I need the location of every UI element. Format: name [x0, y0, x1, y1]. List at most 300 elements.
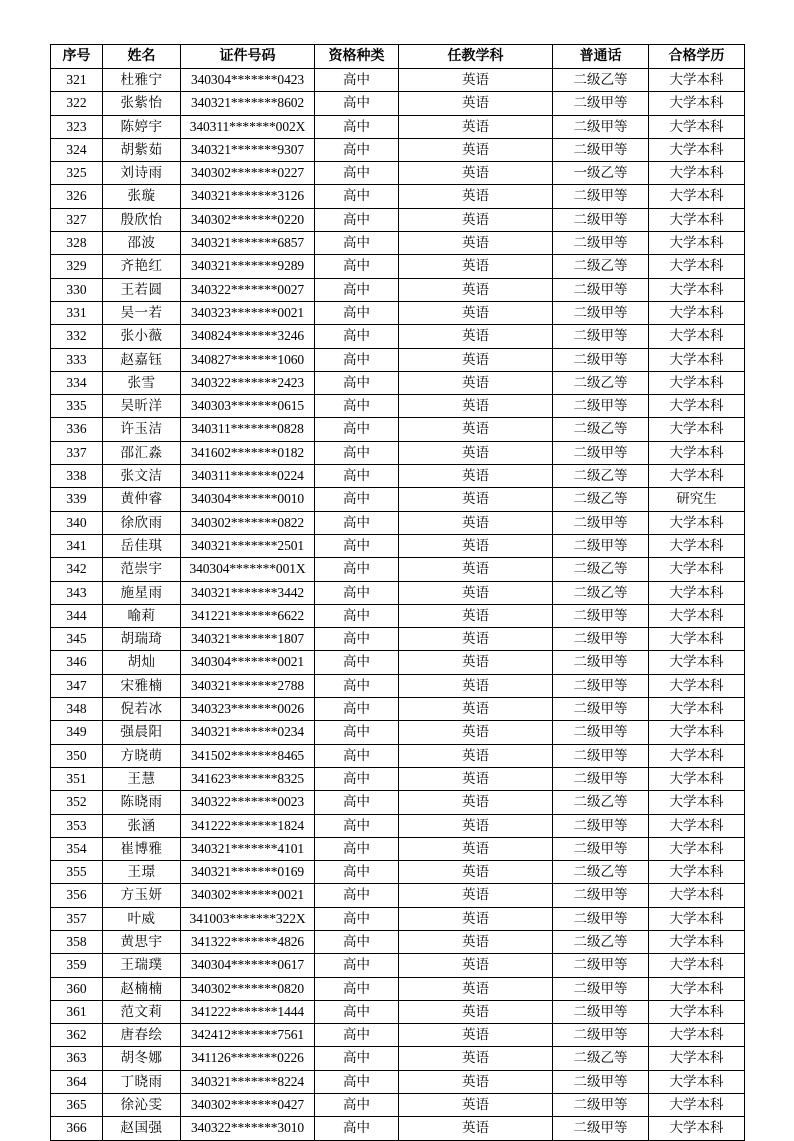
- cell-sequence: 333: [51, 348, 103, 371]
- cell-qualification-type: 高中: [315, 325, 399, 348]
- cell-education: 大学本科: [649, 674, 745, 697]
- cell-name: 赵国强: [103, 1117, 181, 1140]
- cell-id-number: 340311*******0224: [181, 465, 315, 488]
- cell-qualification-type: 高中: [315, 558, 399, 581]
- cell-qualification-type: 高中: [315, 441, 399, 464]
- cell-mandarin-level: 二级甲等: [553, 767, 649, 790]
- cell-education: 大学本科: [649, 278, 745, 301]
- cell-qualification-type: 高中: [315, 418, 399, 441]
- cell-name: 胡冬娜: [103, 1047, 181, 1070]
- cell-mandarin-level: 二级乙等: [553, 558, 649, 581]
- cell-name: 张璇: [103, 185, 181, 208]
- cell-mandarin-level: 二级甲等: [553, 534, 649, 557]
- cell-sequence: 323: [51, 115, 103, 138]
- cell-name: 陈晓雨: [103, 791, 181, 814]
- cell-mandarin-level: 二级乙等: [553, 488, 649, 511]
- cell-teaching-subject: 英语: [399, 884, 553, 907]
- cell-education: 大学本科: [649, 162, 745, 185]
- cell-teaching-subject: 英语: [399, 534, 553, 557]
- cell-education: 大学本科: [649, 581, 745, 604]
- cell-education: 大学本科: [649, 767, 745, 790]
- cell-name: 陈婷宇: [103, 115, 181, 138]
- cell-teaching-subject: 英语: [399, 1094, 553, 1117]
- cell-sequence: 340: [51, 511, 103, 534]
- cell-id-number: 340302*******0427: [181, 1094, 315, 1117]
- cell-sequence: 358: [51, 930, 103, 953]
- cell-sequence: 359: [51, 954, 103, 977]
- table-row: [51, 208, 745, 231]
- cell-sequence: 353: [51, 814, 103, 837]
- cell-education: 大学本科: [649, 651, 745, 674]
- cell-qualification-type: 高中: [315, 628, 399, 651]
- cell-sequence: 321: [51, 69, 103, 92]
- cell-name: 齐艳红: [103, 255, 181, 278]
- cell-name: 王瑞璞: [103, 954, 181, 977]
- cell-id-number: 340321*******0234: [181, 721, 315, 744]
- cell-sequence: 329: [51, 255, 103, 278]
- cell-education: 大学本科: [649, 1000, 745, 1023]
- cell-sequence: 339: [51, 488, 103, 511]
- cell-teaching-subject: 英语: [399, 558, 553, 581]
- cell-education: 大学本科: [649, 418, 745, 441]
- cell-education: 大学本科: [649, 1047, 745, 1070]
- cell-education: 大学本科: [649, 744, 745, 767]
- cell-mandarin-level: 二级乙等: [553, 930, 649, 953]
- cell-name: 丁晓雨: [103, 1070, 181, 1093]
- cell-education: 大学本科: [649, 977, 745, 1000]
- cell-education: 大学本科: [649, 791, 745, 814]
- cell-teaching-subject: 英语: [399, 837, 553, 860]
- table-row: [51, 162, 745, 185]
- cell-id-number: 340321*******9307: [181, 138, 315, 161]
- cell-id-number: 340323*******0026: [181, 698, 315, 721]
- cell-teaching-subject: 英语: [399, 628, 553, 651]
- table-body: [51, 69, 745, 1141]
- cell-education: 大学本科: [649, 441, 745, 464]
- cell-education: 大学本科: [649, 232, 745, 255]
- cell-education: 研究生: [649, 488, 745, 511]
- cell-qualification-type: 高中: [315, 861, 399, 884]
- table-row: [51, 604, 745, 627]
- cell-name: 黄仲睿: [103, 488, 181, 511]
- cell-teaching-subject: 英语: [399, 162, 553, 185]
- cell-qualification-type: 高中: [315, 744, 399, 767]
- cell-name: 方晓萌: [103, 744, 181, 767]
- cell-qualification-type: 高中: [315, 721, 399, 744]
- cell-qualification-type: 高中: [315, 255, 399, 278]
- cell-qualification-type: 高中: [315, 395, 399, 418]
- cell-id-number: 340302*******0820: [181, 977, 315, 1000]
- cell-name: 范崇宇: [103, 558, 181, 581]
- cell-sequence: 360: [51, 977, 103, 1000]
- cell-education: 大学本科: [649, 371, 745, 394]
- column-header-mandarin-level: 普通话: [553, 45, 649, 69]
- cell-name: 徐欣雨: [103, 511, 181, 534]
- cell-mandarin-level: 一级乙等: [553, 162, 649, 185]
- cell-education: 大学本科: [649, 115, 745, 138]
- cell-teaching-subject: 英语: [399, 977, 553, 1000]
- cell-teaching-subject: 英语: [399, 791, 553, 814]
- cell-teaching-subject: 英语: [399, 651, 553, 674]
- cell-name: 崔博雅: [103, 837, 181, 860]
- cell-name: 施星雨: [103, 581, 181, 604]
- cell-sequence: 357: [51, 907, 103, 930]
- table-row: [51, 534, 745, 557]
- cell-education: 大学本科: [649, 69, 745, 92]
- cell-qualification-type: 高中: [315, 907, 399, 930]
- column-header-sequence: 序号: [51, 45, 103, 69]
- cell-mandarin-level: 二级甲等: [553, 604, 649, 627]
- cell-name: 倪若冰: [103, 698, 181, 721]
- cell-mandarin-level: 二级甲等: [553, 628, 649, 651]
- cell-mandarin-level: 二级甲等: [553, 814, 649, 837]
- column-header-education: 合格学历: [649, 45, 745, 69]
- cell-teaching-subject: 英语: [399, 511, 553, 534]
- cell-id-number: 340304*******0423: [181, 69, 315, 92]
- cell-name: 王璟: [103, 861, 181, 884]
- cell-teaching-subject: 英语: [399, 138, 553, 161]
- cell-id-number: 340321*******1807: [181, 628, 315, 651]
- cell-qualification-type: 高中: [315, 581, 399, 604]
- cell-mandarin-level: 二级甲等: [553, 721, 649, 744]
- cell-id-number: 340321*******2788: [181, 674, 315, 697]
- cell-qualification-type: 高中: [315, 232, 399, 255]
- cell-mandarin-level: 二级乙等: [553, 581, 649, 604]
- cell-id-number: 340321*******6857: [181, 232, 315, 255]
- cell-education: 大学本科: [649, 138, 745, 161]
- cell-sequence: 366: [51, 1117, 103, 1140]
- cell-teaching-subject: 英语: [399, 92, 553, 115]
- cell-qualification-type: 高中: [315, 511, 399, 534]
- cell-sequence: 364: [51, 1070, 103, 1093]
- cell-id-number: 340321*******8602: [181, 92, 315, 115]
- cell-sequence: 322: [51, 92, 103, 115]
- cell-id-number: 340304*******0617: [181, 954, 315, 977]
- cell-id-number: 340303*******0615: [181, 395, 315, 418]
- cell-sequence: 332: [51, 325, 103, 348]
- table-row: [51, 1000, 745, 1023]
- cell-id-number: 340321*******8224: [181, 1070, 315, 1093]
- cell-id-number: 340321*******4101: [181, 837, 315, 860]
- cell-sequence: 338: [51, 465, 103, 488]
- cell-qualification-type: 高中: [315, 791, 399, 814]
- cell-mandarin-level: 二级甲等: [553, 674, 649, 697]
- cell-id-number: 340302*******0021: [181, 884, 315, 907]
- table-row: [51, 558, 745, 581]
- cell-sequence: 362: [51, 1024, 103, 1047]
- column-header-qualification-type: 资格种类: [315, 45, 399, 69]
- table-row: [51, 930, 745, 953]
- cell-qualification-type: 高中: [315, 278, 399, 301]
- cell-id-number: 340304*******0010: [181, 488, 315, 511]
- cell-name: 王若圆: [103, 278, 181, 301]
- cell-sequence: 326: [51, 185, 103, 208]
- cell-qualification-type: 高中: [315, 301, 399, 324]
- cell-name: 叶威: [103, 907, 181, 930]
- cell-id-number: 341221*******6622: [181, 604, 315, 627]
- table-row: [51, 837, 745, 860]
- cell-sequence: 337: [51, 441, 103, 464]
- cell-sequence: 330: [51, 278, 103, 301]
- cell-name: 刘诗雨: [103, 162, 181, 185]
- cell-id-number: 340322*******0023: [181, 791, 315, 814]
- cell-education: 大学本科: [649, 628, 745, 651]
- cell-name: 殷欣怡: [103, 208, 181, 231]
- cell-mandarin-level: 二级乙等: [553, 1047, 649, 1070]
- cell-qualification-type: 高中: [315, 674, 399, 697]
- table-row: [51, 232, 745, 255]
- cell-teaching-subject: 英语: [399, 395, 553, 418]
- table-row: [51, 69, 745, 92]
- cell-qualification-type: 高中: [315, 115, 399, 138]
- cell-education: 大学本科: [649, 534, 745, 557]
- cell-mandarin-level: 二级甲等: [553, 138, 649, 161]
- table-row: [51, 441, 745, 464]
- cell-name: 范文莉: [103, 1000, 181, 1023]
- cell-qualification-type: 高中: [315, 884, 399, 907]
- cell-mandarin-level: 二级甲等: [553, 1024, 649, 1047]
- cell-mandarin-level: 二级甲等: [553, 232, 649, 255]
- table-row: [51, 395, 745, 418]
- cell-mandarin-level: 二级乙等: [553, 791, 649, 814]
- table-row: [51, 628, 745, 651]
- table-row: [51, 767, 745, 790]
- cell-mandarin-level: 二级甲等: [553, 977, 649, 1000]
- cell-teaching-subject: 英语: [399, 1047, 553, 1070]
- cell-name: 方玉妍: [103, 884, 181, 907]
- cell-name: 张涵: [103, 814, 181, 837]
- cell-qualification-type: 高中: [315, 1094, 399, 1117]
- cell-sequence: 365: [51, 1094, 103, 1117]
- cell-name: 张紫怡: [103, 92, 181, 115]
- cell-sequence: 349: [51, 721, 103, 744]
- table-header-row: [51, 45, 745, 69]
- table-row: [51, 1117, 745, 1140]
- table-row: [51, 954, 745, 977]
- cell-name: 喻莉: [103, 604, 181, 627]
- cell-name: 徐沁雯: [103, 1094, 181, 1117]
- cell-mandarin-level: 二级乙等: [553, 371, 649, 394]
- cell-teaching-subject: 英语: [399, 418, 553, 441]
- cell-mandarin-level: 二级甲等: [553, 954, 649, 977]
- cell-sequence: 331: [51, 301, 103, 324]
- cell-id-number: 340321*******9289: [181, 255, 315, 278]
- cell-qualification-type: 高中: [315, 837, 399, 860]
- cell-id-number: 341003*******322X: [181, 907, 315, 930]
- cell-teaching-subject: 英语: [399, 441, 553, 464]
- cell-qualification-type: 高中: [315, 1047, 399, 1070]
- cell-qualification-type: 高中: [315, 208, 399, 231]
- cell-mandarin-level: 二级甲等: [553, 348, 649, 371]
- cell-sequence: 356: [51, 884, 103, 907]
- cell-teaching-subject: 英语: [399, 744, 553, 767]
- cell-sequence: 325: [51, 162, 103, 185]
- cell-qualification-type: 高中: [315, 185, 399, 208]
- column-header-name: 姓名: [103, 45, 181, 69]
- cell-id-number: 340827*******1060: [181, 348, 315, 371]
- cell-education: 大学本科: [649, 465, 745, 488]
- cell-teaching-subject: 英语: [399, 348, 553, 371]
- cell-teaching-subject: 英语: [399, 581, 553, 604]
- cell-id-number: 341623*******8325: [181, 767, 315, 790]
- cell-name: 宋雅楠: [103, 674, 181, 697]
- table-row: [51, 511, 745, 534]
- cell-teaching-subject: 英语: [399, 488, 553, 511]
- cell-qualification-type: 高中: [315, 69, 399, 92]
- cell-education: 大学本科: [649, 954, 745, 977]
- cell-mandarin-level: 二级甲等: [553, 884, 649, 907]
- cell-id-number: 341222*******1824: [181, 814, 315, 837]
- cell-mandarin-level: 二级甲等: [553, 208, 649, 231]
- cell-mandarin-level: 二级甲等: [553, 115, 649, 138]
- cell-id-number: 341222*******1444: [181, 1000, 315, 1023]
- table-row: [51, 907, 745, 930]
- cell-education: 大学本科: [649, 511, 745, 534]
- cell-sequence: 335: [51, 395, 103, 418]
- table-row: [51, 977, 745, 1000]
- cell-teaching-subject: 英语: [399, 930, 553, 953]
- cell-teaching-subject: 英语: [399, 1070, 553, 1093]
- cell-teaching-subject: 英语: [399, 861, 553, 884]
- cell-mandarin-level: 二级甲等: [553, 698, 649, 721]
- cell-name: 吴昕洋: [103, 395, 181, 418]
- cell-qualification-type: 高中: [315, 92, 399, 115]
- cell-qualification-type: 高中: [315, 977, 399, 1000]
- table-row: [51, 301, 745, 324]
- cell-qualification-type: 高中: [315, 698, 399, 721]
- cell-id-number: 340302*******0220: [181, 208, 315, 231]
- cell-teaching-subject: 英语: [399, 115, 553, 138]
- cell-name: 张文洁: [103, 465, 181, 488]
- table-row: [51, 92, 745, 115]
- table-row: [51, 721, 745, 744]
- table-row: [51, 861, 745, 884]
- table-row: [51, 698, 745, 721]
- cell-mandarin-level: 二级甲等: [553, 395, 649, 418]
- cell-mandarin-level: 二级甲等: [553, 1070, 649, 1093]
- cell-name: 胡灿: [103, 651, 181, 674]
- cell-education: 大学本科: [649, 395, 745, 418]
- cell-id-number: 340302*******0227: [181, 162, 315, 185]
- table-row: [51, 651, 745, 674]
- table-row: [51, 115, 745, 138]
- cell-sequence: 347: [51, 674, 103, 697]
- cell-id-number: 340321*******0169: [181, 861, 315, 884]
- table-row: [51, 1024, 745, 1047]
- cell-mandarin-level: 二级甲等: [553, 441, 649, 464]
- cell-education: 大学本科: [649, 1117, 745, 1140]
- cell-mandarin-level: 二级甲等: [553, 1000, 649, 1023]
- table-row: [51, 1070, 745, 1093]
- cell-id-number: 340321*******2501: [181, 534, 315, 557]
- cell-education: 大学本科: [649, 1094, 745, 1117]
- cell-id-number: 341126*******0226: [181, 1047, 315, 1070]
- cell-mandarin-level: 二级乙等: [553, 418, 649, 441]
- table-row: [51, 581, 745, 604]
- cell-teaching-subject: 英语: [399, 325, 553, 348]
- cell-teaching-subject: 英语: [399, 278, 553, 301]
- cell-sequence: 334: [51, 371, 103, 394]
- cell-name: 张雪: [103, 371, 181, 394]
- cell-qualification-type: 高中: [315, 1024, 399, 1047]
- table-row: [51, 371, 745, 394]
- cell-sequence: 324: [51, 138, 103, 161]
- cell-qualification-type: 高中: [315, 1117, 399, 1140]
- table-row: [51, 488, 745, 511]
- cell-name: 许玉洁: [103, 418, 181, 441]
- cell-sequence: 348: [51, 698, 103, 721]
- cell-qualification-type: 高中: [315, 814, 399, 837]
- cell-name: 胡紫茹: [103, 138, 181, 161]
- cell-teaching-subject: 英语: [399, 814, 553, 837]
- cell-education: 大学本科: [649, 604, 745, 627]
- cell-sequence: 336: [51, 418, 103, 441]
- cell-sequence: 354: [51, 837, 103, 860]
- cell-education: 大学本科: [649, 92, 745, 115]
- cell-name: 强晨阳: [103, 721, 181, 744]
- cell-sequence: 345: [51, 628, 103, 651]
- cell-id-number: 340304*******0021: [181, 651, 315, 674]
- cell-qualification-type: 高中: [315, 1070, 399, 1093]
- cell-education: 大学本科: [649, 721, 745, 744]
- cell-qualification-type: 高中: [315, 1000, 399, 1023]
- cell-id-number: 340321*******3126: [181, 185, 315, 208]
- cell-education: 大学本科: [649, 884, 745, 907]
- cell-mandarin-level: 二级乙等: [553, 255, 649, 278]
- cell-mandarin-level: 二级甲等: [553, 1117, 649, 1140]
- cell-name: 张小薇: [103, 325, 181, 348]
- cell-qualification-type: 高中: [315, 954, 399, 977]
- cell-sequence: 343: [51, 581, 103, 604]
- table-row: [51, 138, 745, 161]
- table-row: [51, 791, 745, 814]
- cell-id-number: 341502*******8465: [181, 744, 315, 767]
- cell-education: 大学本科: [649, 1024, 745, 1047]
- cell-sequence: 341: [51, 534, 103, 557]
- cell-name: 王慧: [103, 767, 181, 790]
- cell-name: 邵波: [103, 232, 181, 255]
- table-row: [51, 744, 745, 767]
- table-row: [51, 1047, 745, 1070]
- table-header: [51, 45, 745, 69]
- cell-qualification-type: 高中: [315, 488, 399, 511]
- cell-name: 邵汇淼: [103, 441, 181, 464]
- cell-education: 大学本科: [649, 930, 745, 953]
- table-row: [51, 674, 745, 697]
- cell-teaching-subject: 英语: [399, 698, 553, 721]
- cell-education: 大学本科: [649, 558, 745, 581]
- cell-mandarin-level: 二级甲等: [553, 278, 649, 301]
- cell-sequence: 328: [51, 232, 103, 255]
- cell-id-number: 341602*******0182: [181, 441, 315, 464]
- cell-qualification-type: 高中: [315, 465, 399, 488]
- table-row: [51, 814, 745, 837]
- cell-education: 大学本科: [649, 1070, 745, 1093]
- cell-teaching-subject: 英语: [399, 301, 553, 324]
- cell-id-number: 340322*******0027: [181, 278, 315, 301]
- cell-mandarin-level: 二级甲等: [553, 511, 649, 534]
- cell-sequence: 346: [51, 651, 103, 674]
- cell-teaching-subject: 英语: [399, 371, 553, 394]
- cell-sequence: 344: [51, 604, 103, 627]
- cell-name: 吴一若: [103, 301, 181, 324]
- cell-mandarin-level: 二级乙等: [553, 861, 649, 884]
- cell-teaching-subject: 英语: [399, 954, 553, 977]
- cell-sequence: 350: [51, 744, 103, 767]
- cell-teaching-subject: 英语: [399, 767, 553, 790]
- cell-id-number: 340321*******3442: [181, 581, 315, 604]
- cell-teaching-subject: 英语: [399, 604, 553, 627]
